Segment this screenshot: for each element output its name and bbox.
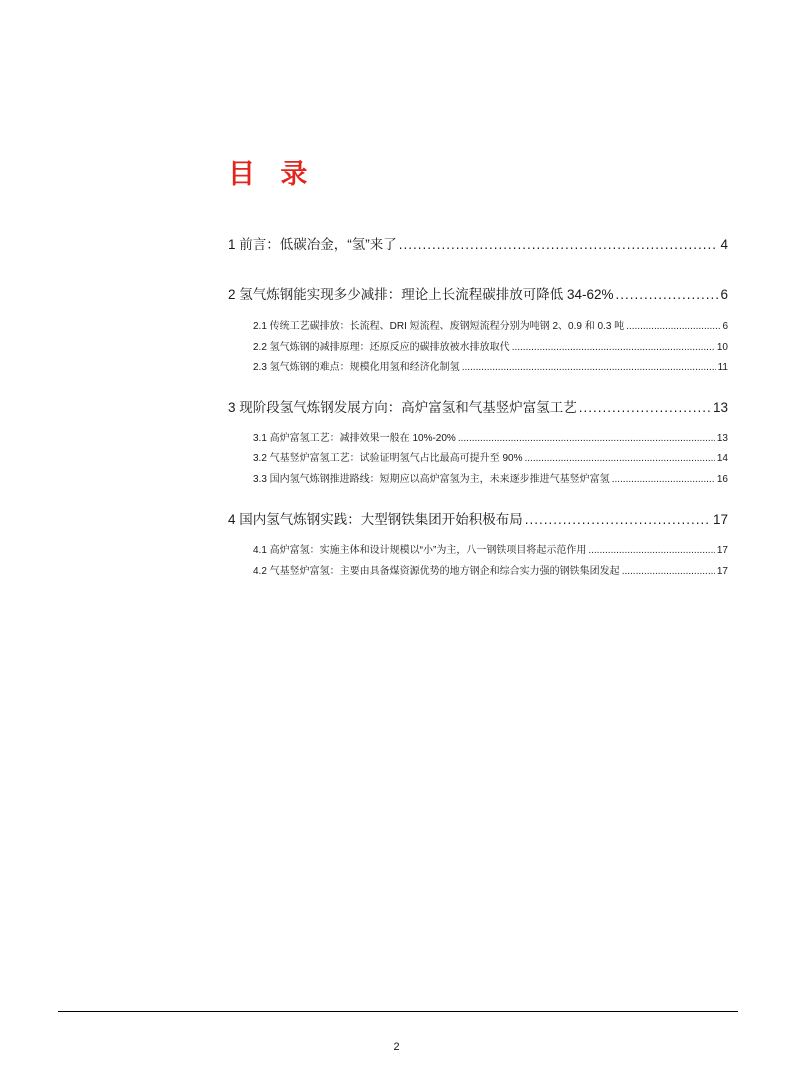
dot-leader [626, 321, 720, 332]
toc-entry-4[interactable] [228, 508, 728, 528]
toc-entry-2-3[interactable] [253, 358, 728, 373]
toc-entry-3-2[interactable] [253, 449, 728, 464]
toc-entry-label: 2.2 氢气炼钢的减排原理：还原反应的碳排放被水排放取代 [253, 342, 510, 353]
toc-entry-label: 3.3 国内氢气炼钢推进路线：短期应以高炉富氢为主，未来逐步推进气基竖炉富氢 [253, 474, 610, 485]
toc-entry-page: 16 [716, 474, 728, 485]
toc-entry-page: 6 [720, 287, 728, 302]
toc-entry-3-1[interactable] [253, 429, 728, 444]
toc-entry-label: 3.2 气基竖炉富氢工艺：试验证明氢气占比最高可提升至 90% [253, 453, 523, 464]
toc-entry-label: 4.1 高炉富氢：实施主体和设计规模以“小”为主，八一钢铁项目将起示范作用 [253, 545, 587, 556]
toc-entry-page: 6 [722, 321, 728, 332]
toc-entry-page: 4 [720, 237, 728, 252]
toc-entry-label: 4 国内氢气炼钢实践：大型钢铁集团开始积极布局 [228, 512, 523, 527]
toc-entry-4-1[interactable] [253, 541, 728, 556]
toc-entry-label: 4.2 气基竖炉富氢：主要由具备煤资源优势的地方钢企和综合实力强的钢铁集团发起 [253, 566, 620, 577]
dot-leader [579, 400, 711, 415]
toc-entry-label: 3.1 高炉富氢工艺：减排效果一般在 10%-20% [253, 433, 456, 444]
dot-leader [462, 362, 716, 373]
toc-entry-label: 2.1 传统工艺碳排放：长流程、DRI 短流程、废钢短流程分别为吨钢 2、0.9 和 0.3 吨 [253, 321, 625, 332]
dot-leader [612, 474, 715, 485]
toc-entry-page: 17 [716, 545, 728, 556]
dot-leader [525, 512, 711, 527]
toc-entry-page: 14 [716, 453, 728, 464]
toc-entry-label: 2.3 氢气炼钢的难点：规模化用氢和经济化制氢 [253, 362, 460, 373]
toc-entry-page: 13 [712, 400, 728, 415]
toc-entry-page: 13 [716, 433, 728, 444]
toc-entry-2-1[interactable] [253, 317, 728, 332]
toc-entry-page: 10 [716, 342, 728, 353]
toc-title: 目 录 [228, 159, 316, 190]
dot-leader [622, 566, 715, 577]
toc-entry-2[interactable] [228, 283, 728, 303]
toc-entry-label: 1 前言：低碳冶金，“氢”来了 [228, 237, 397, 252]
dot-leader [458, 433, 715, 444]
toc-entry-2-2[interactable] [253, 338, 728, 353]
toc-entry-page: 17 [712, 512, 728, 527]
toc-entry-label: 3 现阶段氢气炼钢发展方向：高炉富氢和气基竖炉富氢工艺 [228, 400, 577, 415]
dot-leader [512, 342, 715, 353]
toc-entry-page: 11 [717, 362, 728, 373]
toc-entry-label: 2 氢气炼钢能实现多少减排：理论上长流程碳排放可降低 34-62% [228, 287, 614, 302]
toc-entry-1[interactable] [228, 233, 728, 253]
dot-leader [524, 453, 714, 464]
toc-entry-4-2[interactable] [253, 562, 728, 577]
toc-entry-page: 17 [716, 566, 728, 577]
toc-entry-3[interactable] [228, 396, 728, 416]
toc-entry-3-3[interactable] [253, 470, 728, 485]
dot-leader [399, 237, 719, 252]
footer-divider [58, 1011, 738, 1012]
page-number: 2 [393, 1041, 400, 1053]
dot-leader [616, 287, 719, 302]
dot-leader [588, 545, 715, 556]
